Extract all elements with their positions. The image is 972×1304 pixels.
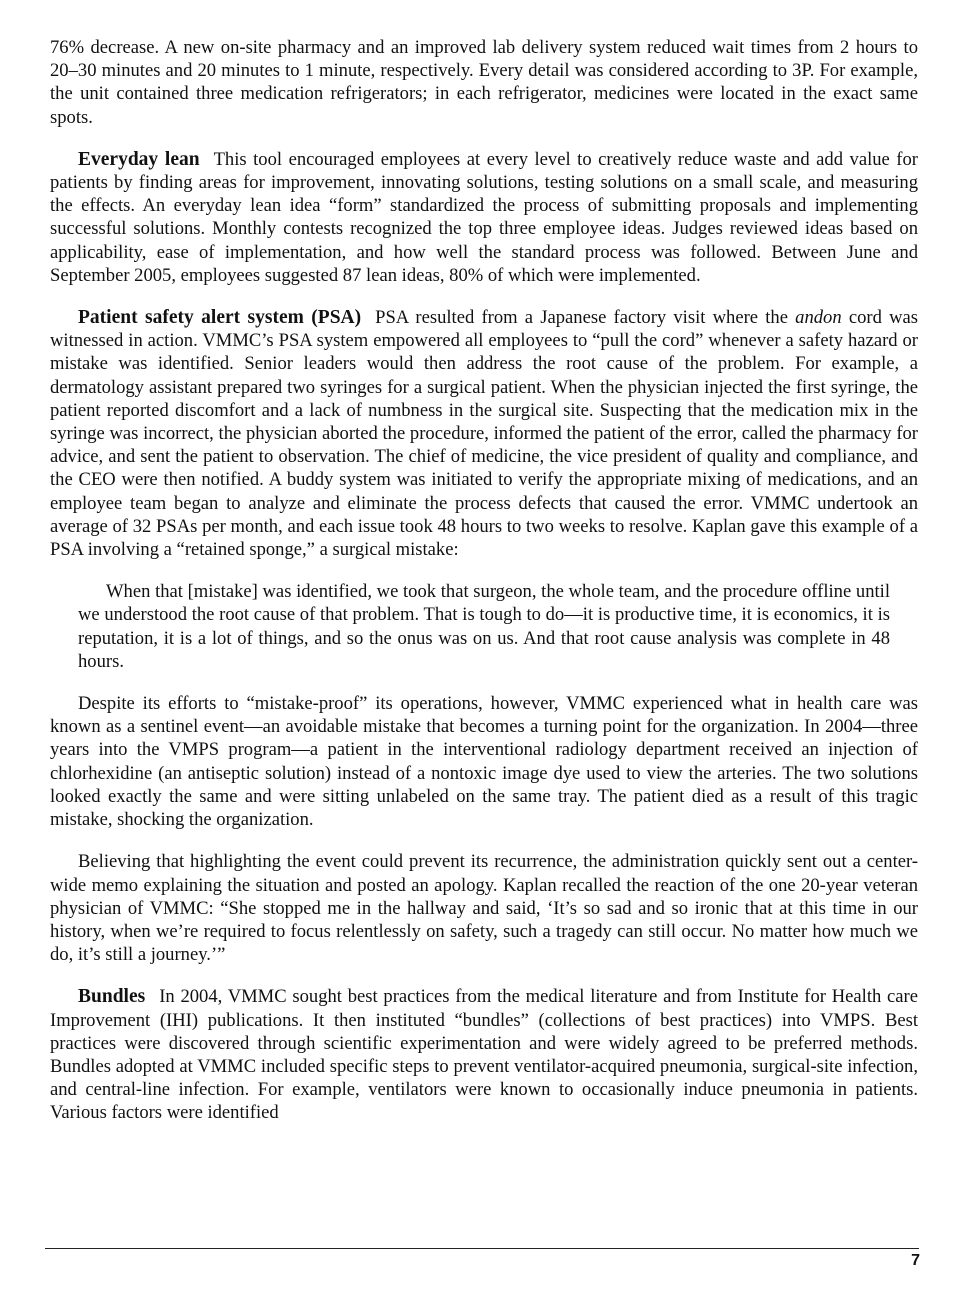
paragraph-memo — [50, 850, 918, 966]
paragraph-text: PSA resulted from a Japanese factory visit where the — [375, 307, 788, 329]
quote-text: When that [mistake] was identified, we took that surgeon, the whole team, and the procedure offline until we understood the root cause of that problem. That is tough to do—it is productive time, it is economics, it is reputation, it is a lot of things, and so the onus was on us. And that root cause analysis was complete in 48 hours. — [78, 581, 890, 672]
paragraph-text: cord was witnessed in action. VMMC’s PSA system empowered all employees to “pull the cord” whenever a safety hazard or mistake was identified. Senior leaders would then address the root cause of the problem. For example, a dermatology assistant prepared two syringes for a surgical patient. When the physician injected the first syringe, the patient reported discomfort and a lack of numbness in the surgical site. Suspecting that the medication mix in the syringe was incorrect, the physician aborted the procedure, informed the patient of the error, called the pharmacy for advice, and sent the patient to observation. The chief of medicine, the vice president of quality and compliance, and the CEO were then notified. A buddy system was initiated to verify the appropriate mixing of medications, and an employee team began to analyze and eliminate the process defects that caused the error. VMMC undertook an average of 32 PSAs per month, and each issue took 48 hours to two weeks to resolve. Kaplan gave this example of a PSA involving a “retained sponge,” a surgical mistake: — [50, 307, 918, 561]
section-heading-psa: Patient safety alert system (PSA) — [78, 307, 362, 329]
paragraph-text: Despite its efforts to “mistake-proof” its operations, however, VMMC experienced what in health care was known as a sentinel event—an avoidable mistake that becomes a turning point for the organization. In 2004—three years into the VMPS program—a patient in the interventional radiology department received an injection of chlorhexidine (an antiseptic solution) instead of a nontoxic image dye used to view the arteries. The two solutions looked exactly the same and were sitting unlabeled on the same tray. The patient died as a result of this tragic mistake, shocking the organization. — [50, 693, 918, 831]
paragraph-text: In 2004, VMMC sought best practices from the medical literature and from Institute for Health care Improvement (IHI) publications. It then instituted “bundles” (collections of best practices) into VMPS. Best practices were discovered through scientific experimentation and were widely agreed to be preferred methods. Bundles adopted at VMMC included specific steps to prevent ventilator-acquired pneumonia, surgical-site infection, and central-line infection. For example, ventilators were known to occasionally induce pneumonia in patients. Various factors were identified — [50, 986, 918, 1124]
page-number: 7 — [911, 1252, 920, 1269]
section-heading-everyday-lean: Everyday lean — [78, 148, 200, 170]
paragraph-intro — [50, 36, 918, 129]
section-heading-bundles: Bundles — [78, 986, 146, 1008]
paragraph-psa — [50, 306, 918, 561]
paragraph-text: This tool encouraged employees at every level to creatively reduce waste and add value for patients by finding areas for improvement, innovating solutions, testing solutions on a small scale, and measuring the effects. An everyday lean idea “form” standardized the process of submitting proposals and implementing successful solutions. Monthly contests recognized the top three employee ideas. Judges reviewed ideas based on applicability, ease of implementation, and how well the standard process was followed. Between June and September 2005, employees suggested 87 lean ideas, 80% of which were implemented. — [50, 148, 918, 286]
italic-term-andon: andon — [795, 307, 842, 329]
block-quote — [78, 580, 890, 673]
footer-divider — [45, 1248, 919, 1249]
paragraph-text: Believing that highlighting the event could prevent its recurrence, the administration quickly sent out a center-wide memo explaining the situation and posted an apology. Kaplan recalled the reaction of the one 20-year veteran physician of VMMC: “She stopped me in the hallway and said, ‘It’s so sad and so ironic that at this time in our history, when we’re required to focus relentlessly on safety, such a tragedy can still occur. No matter how much we do, it’s still a journey.’” — [50, 851, 918, 966]
paragraph-everyday-lean — [50, 148, 918, 287]
paragraph-text: 76% decrease. A new on-site pharmacy and an improved lab delivery system reduced wait times from 2 hours to 20–30 minutes and 20 minutes to 1 minute, respectively. Every detail was considered according to 3P. For example, the unit contained three medication refrigerators; in each refrigerator, medicines were located in the exact same spots. — [50, 37, 918, 128]
paragraph-sentinel-event — [50, 692, 918, 831]
document-body — [50, 36, 918, 1144]
paragraph-bundles — [50, 985, 918, 1124]
